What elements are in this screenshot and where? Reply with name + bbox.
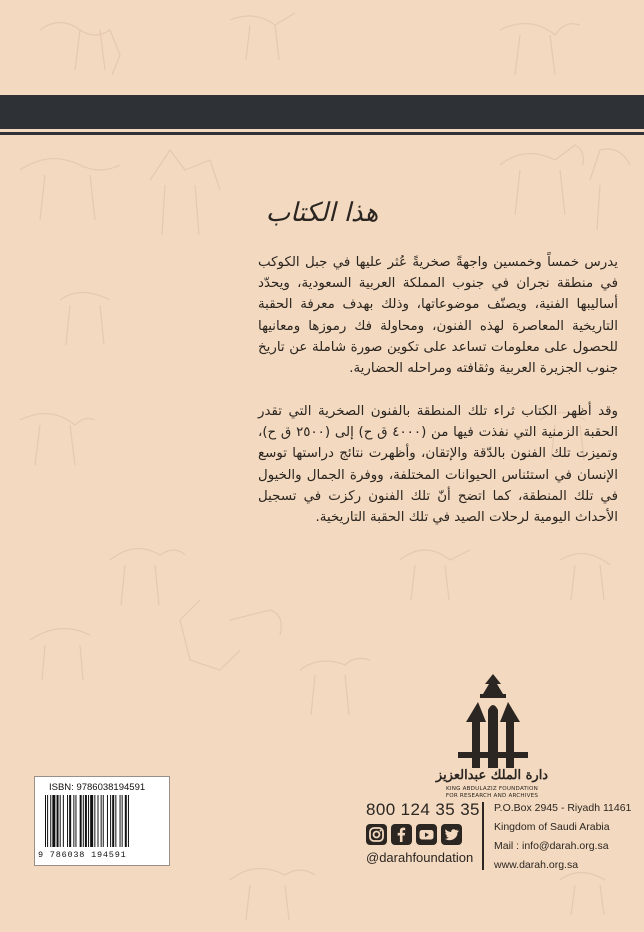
top-thin-rule bbox=[0, 132, 644, 135]
top-dark-band bbox=[0, 95, 644, 129]
publisher-name-english-line1: KING ABDULAZIZ FOUNDATION bbox=[446, 786, 538, 792]
instagram-icon[interactable] bbox=[366, 824, 387, 845]
description-paragraph-1: يدرس خمساً وخمسين واجهةً صخريةً عُثر عليها في جبل الكوكب في منطقة نجران في جنوب المملكة العربية السعودية، ويحدّد أساليبها الفنية، ويصنّف موضوعاتها، وذلك بهدف معرفة الحقبة التاريخية المعاصرة لهذه الفنون، ومحاولة فك رموزها ومعانيها للحصول على معلومات تساعد على تكوين صورة شاملة عن تاريخ جنوب الجزيرة العربية وثقافته ومراحله الحضارية. bbox=[258, 255, 618, 377]
barcode-digits: 9 786038 194591 bbox=[38, 850, 127, 860]
social-handle: @darahfoundation bbox=[366, 850, 474, 865]
youtube-icon[interactable] bbox=[416, 824, 437, 845]
twitter-icon[interactable] bbox=[441, 824, 462, 845]
publisher-name-english bbox=[426, 786, 558, 800]
social-icons bbox=[366, 824, 462, 845]
facebook-icon[interactable] bbox=[391, 824, 412, 845]
publisher-name-english-line2: FOR RESEARCH AND ARCHIVES bbox=[445, 793, 539, 799]
publisher-name-arabic: دارة الملك عبدالعزيز bbox=[435, 768, 549, 783]
address-country: Kingdom of Saudi Arabia bbox=[494, 821, 610, 833]
contact-divider bbox=[482, 802, 484, 870]
contact-website[interactable]: www.darah.org.sa bbox=[494, 859, 579, 871]
phone-number: 800 124 35 35 bbox=[366, 800, 480, 819]
address-pobox: P.O.Box 2945 - Riyadh 11461 bbox=[494, 802, 632, 814]
barcode-bars bbox=[45, 795, 161, 851]
isbn-barcode bbox=[34, 776, 170, 866]
contact-email[interactable]: Mail : info@darah.org.sa bbox=[494, 840, 609, 852]
description-paragraph-2: وقد أظهر الكتاب ثراء تلك المنطقة بالفنون الصخرية التي تقدر الحقبة الزمنية التي نفذت فيها من (٤٠٠٠ ق ح) إلى (٢٥٠٠ ق ح)، وتميزت تلك الفنون بالدّقة والإتقان، وأظهرت نتائج دراستها توسع الإنسان في استئناس الحيوانات المختلفة، ووفرة الجمال والخيول في تلك المنطقة، كما اتضح أنّ تلك الفنون ركزت في تسجيل الأحداث اليومية لرحلات الصيد في تلك الحقبة التاريخية. bbox=[258, 404, 618, 526]
page-title: هذا الكتاب bbox=[265, 198, 379, 228]
isbn-label: ISBN: 9786038194591 bbox=[49, 782, 146, 793]
